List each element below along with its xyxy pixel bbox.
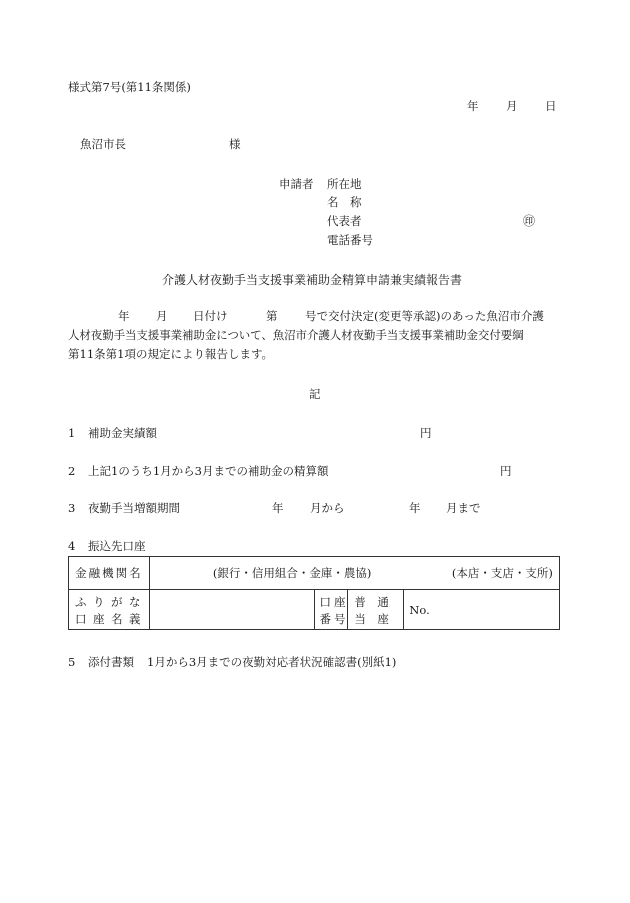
item3-number: 3 — [68, 501, 76, 515]
item5-content: 1月から3月までの夜勤対応者状況確認書(別紙1) — [147, 655, 397, 669]
item3-label: 夜勤手当増額期間 — [88, 501, 180, 515]
item1-number: 1 — [68, 426, 76, 440]
account-name-value-cell[interactable] — [149, 590, 314, 630]
item2-label: 上記1のうち1月から3月までの補助金の精算額 — [88, 464, 329, 478]
item3-from-year: 年 — [272, 501, 284, 515]
document-title: 介護人材夜勤手当支援事業補助金精算申請兼実績報告書 — [162, 273, 463, 287]
institution-types: (銀行・信用組合・金庫・農協) — [212, 566, 372, 580]
current-label: 当 座 — [354, 612, 389, 626]
account-number-label-cell — [314, 590, 348, 630]
date-year-label: 年 — [467, 99, 479, 113]
account-label-2: 番号 — [319, 612, 349, 626]
form-number: 様式第7号(第11条関係) — [68, 80, 191, 94]
account-type-cell[interactable] — [348, 590, 404, 630]
body-year-label: 年 — [118, 309, 130, 323]
institution-label-cell — [69, 557, 150, 590]
body-line1-rest: 号で交付決定(変更等承認)のあった魚沼市介護 — [305, 309, 544, 323]
item1-unit: 円 — [420, 426, 432, 440]
applicant-phone-label: 電話番号 — [327, 233, 373, 247]
account-label-1: 口座 — [319, 595, 349, 609]
date-day-label: 日 — [545, 99, 557, 113]
bank-row-account — [69, 590, 560, 630]
account-name-label: 口座名義 — [75, 612, 147, 626]
furigana-label: ふりがな — [75, 595, 147, 609]
applicant-representative-label: 代表者 — [327, 214, 362, 228]
item3-to-month: 月まで — [446, 501, 481, 515]
account-name-label-cell — [69, 590, 150, 630]
item5-label: 添付書類 — [88, 655, 134, 669]
item4-number: 4 — [68, 539, 76, 553]
body-date-suffix: 日付け — [193, 309, 228, 323]
ordinary-label: 普 通 — [354, 595, 389, 609]
date-month-label: 月 — [506, 99, 518, 113]
item4-label: 振込先口座 — [88, 539, 146, 553]
body-line3: 第11条第1項の規定により報告します。 — [68, 347, 274, 361]
bank-row-institution — [69, 557, 560, 590]
branch-types: (本店・支店・支所) — [451, 566, 553, 580]
applicant-address-label: 所在地 — [327, 177, 362, 191]
addressee-honorific: 様 — [229, 137, 241, 151]
item2-number: 2 — [68, 464, 76, 478]
body-line2: 人材夜勤手当支援事業補助金について、魚沼市介護人材夜勤手当支援事業補助金交付要綱 — [68, 328, 524, 342]
item5-number: 5 — [68, 655, 76, 669]
institution-label: 金融機関名 — [75, 566, 143, 580]
institution-value-cell[interactable] — [149, 557, 559, 590]
seal-mark: ㊞ — [523, 214, 536, 228]
item1-label: 補助金実績額 — [88, 426, 157, 440]
applicant-name-label: 名 称 — [327, 195, 362, 209]
item2-unit: 円 — [500, 464, 512, 478]
body-month-label: 月 — [156, 309, 168, 323]
addressee-name: 魚沼市長 — [80, 137, 126, 151]
ki-label: 記 — [309, 387, 321, 401]
body-number-prefix: 第 — [266, 309, 278, 323]
account-number-value-cell[interactable] — [404, 590, 560, 630]
item3-to-year: 年 — [409, 501, 421, 515]
number-label: No. — [409, 603, 430, 617]
bank-account-table — [68, 556, 560, 630]
applicant-label: 申請者 — [279, 177, 314, 191]
item3-from-month: 月から — [310, 501, 345, 515]
